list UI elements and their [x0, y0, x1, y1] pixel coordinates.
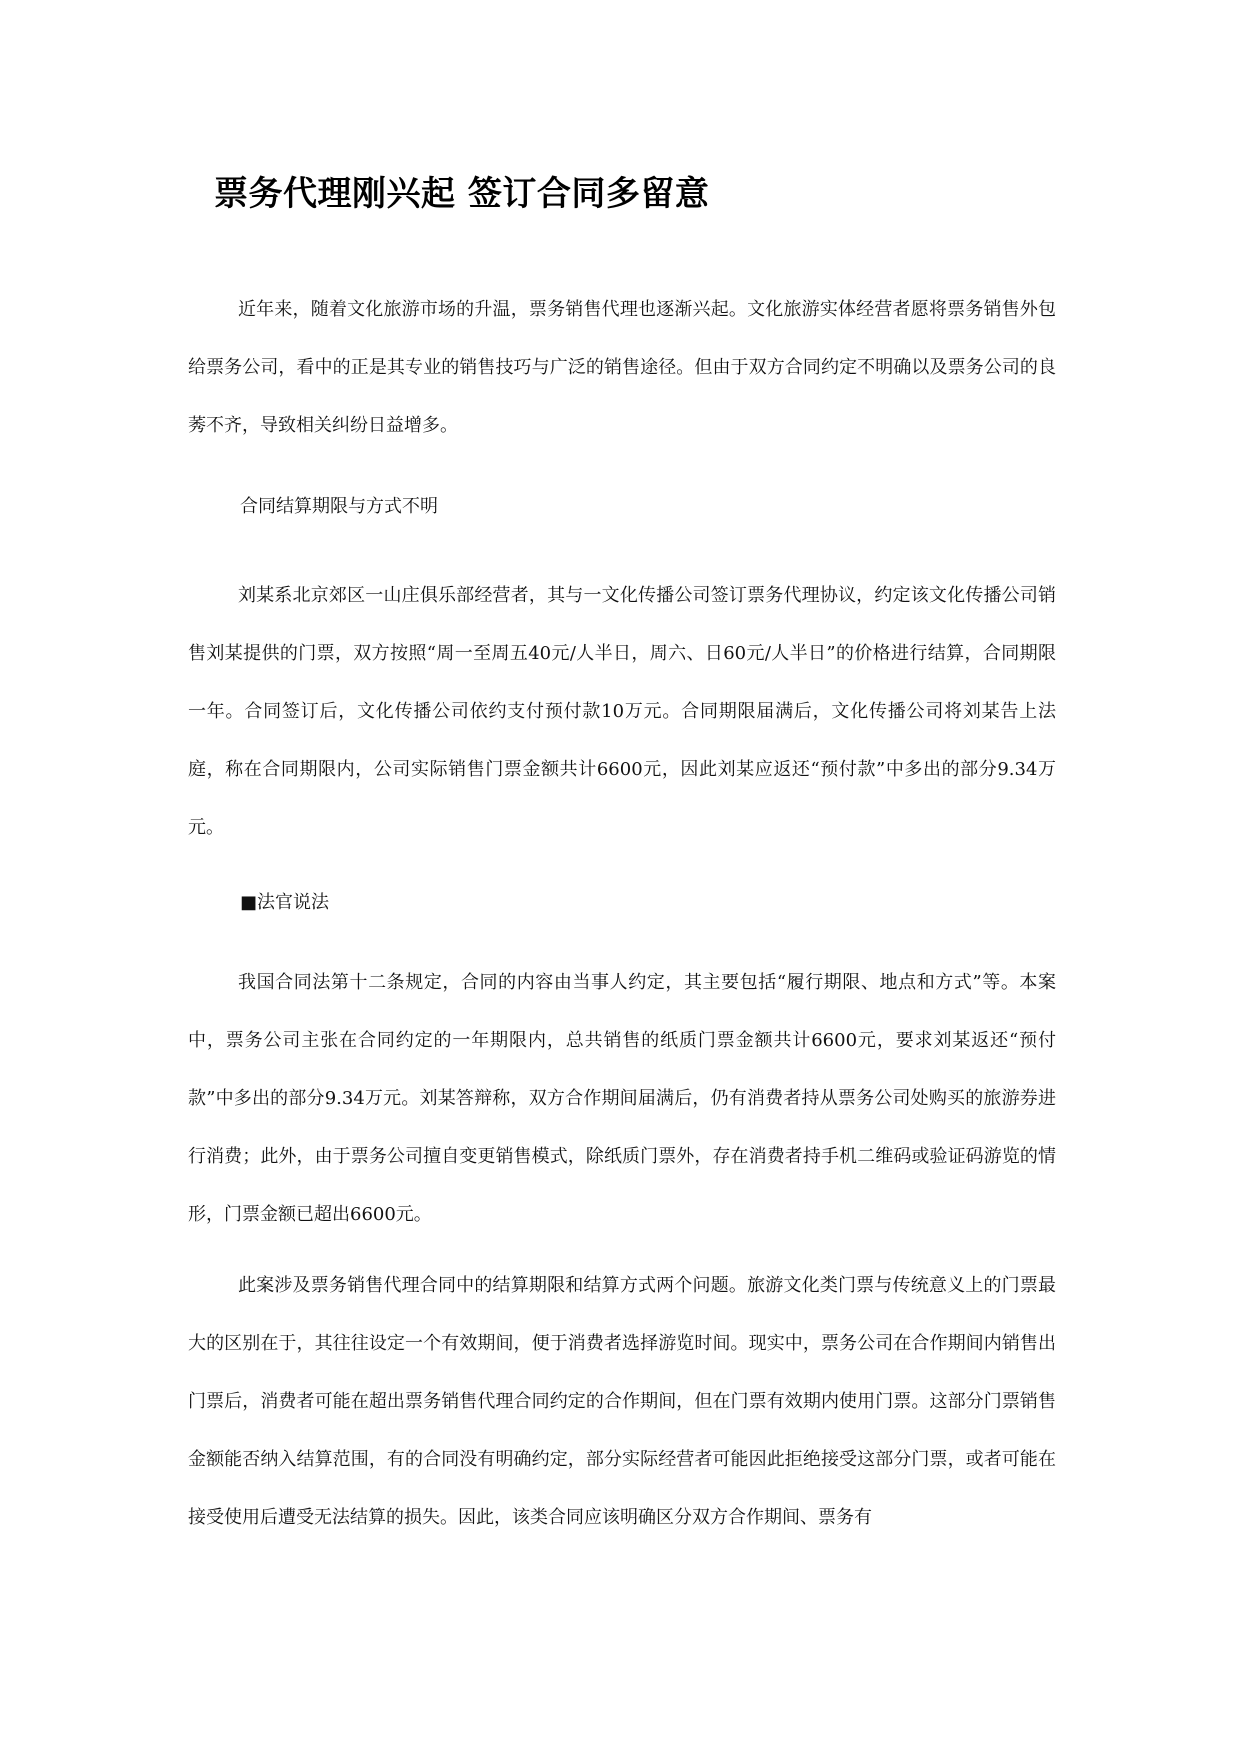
- paragraph-intro: [188, 281, 1056, 455]
- section-heading-settlement: [188, 478, 1056, 536]
- paragraph-text: 刘某系北京郊区一山庄俱乐部经营者，其与一文化传播公司签订票务代理协议，约定该文化传播公司销售刘某提供的门票，双方按照“周一至周五40元/人半日，周六、日60元/人半日”的价格进行结算，合同期限一年。合同签订后，文化传播公司依约支付预付款10万元。合同期限届满后，文化传播公司将刘某告上法庭，称在合同期限内，公司实际销售门票金额共计6600元，因此刘某应返还“预付款”中多出的部分9.34万元。: [188, 585, 1056, 838]
- paragraph-analysis: [188, 1257, 1056, 1547]
- paragraph-text: 我国合同法第十二条规定，合同的内容由当事人约定，其主要包括“履行期限、地点和方式”等。本案中，票务公司主张在合同约定的一年期限内，总共销售的纸质门票金额共计6600元，要求刘某返还“预付款”中多出的部分9.34万元。刘某答辩称，双方合作期间届满后，仍有消费者持从票务公司处购买的旅游券进行消费；此外，由于票务公司擅自变更销售模式，除纸质门票外，存在消费者持手机二维码或验证码游览的情形，门票金额已超出6600元。: [188, 972, 1056, 1225]
- section-heading-text: ■法官说法: [240, 892, 330, 913]
- paragraph-text: 此案涉及票务销售代理合同中的结算期限和结算方式两个问题。旅游文化类门票与传统意义上的门票最大的区别在于，其往往设定一个有效期间，便于消费者选择游览时间。现实中，票务公司在合作期间内销售出门票后，消费者可能在超出票务销售代理合同约定的合作期间，但在门票有效期内使用门票。这部分门票销售金额能否纳入结算范围，有的合同没有明确约定，部分实际经营者可能因此拒绝接受这部分门票，或者可能在接受使用后遭受无法结算的损失。因此，该类合同应该明确区分双方合作期间、票务有: [188, 1275, 1056, 1528]
- section-heading-judge: [188, 874, 1056, 932]
- paragraph-law: [188, 954, 1056, 1244]
- paragraph-case: [188, 567, 1056, 857]
- paragraph-text: 近年来，随着文化旅游市场的升温，票务销售代理也逐渐兴起。文化旅游实体经营者愿将票务销售外包给票务公司，看中的正是其专业的销售技巧与广泛的销售途径。但由于双方合同约定不明确以及票务公司的良莠不齐，导致相关纠纷日益增多。: [188, 299, 1056, 436]
- section-heading-text: 合同结算期限与方式不明: [240, 496, 438, 517]
- document-title: 票务代理刚兴起 签订合同多留意: [214, 174, 710, 214]
